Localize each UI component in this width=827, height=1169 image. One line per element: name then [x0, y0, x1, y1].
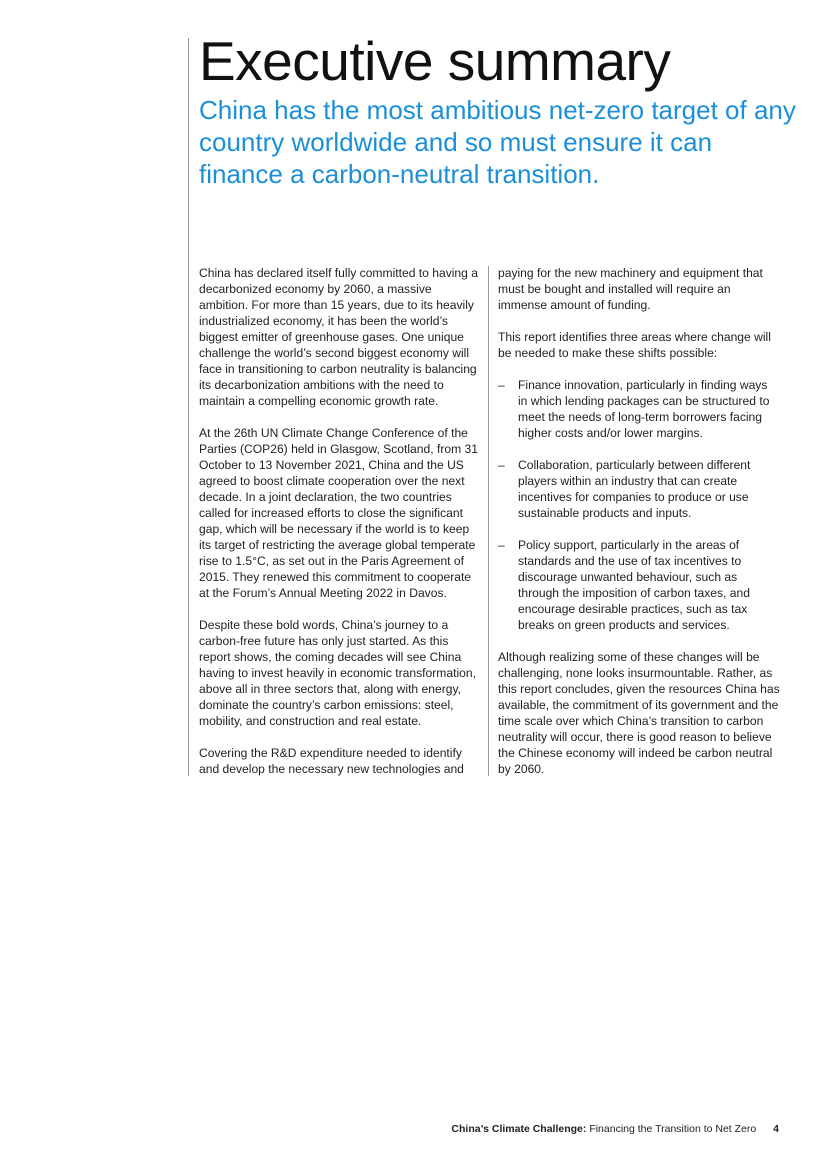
conclusion-paragraph: Although realizing some of these changes will be challenging, none looks insurmountable. Rather, as this report concludes, given the resources China has available, the commitment of its government and the time scale over which China’s transition to carbon neutrality will occur, there is good reason to believe the Chinese economy will indeed be carbon neutral by 2060. [498, 650, 780, 776]
list-item [498, 377, 780, 441]
dash-marker: – [498, 458, 505, 472]
footer-report-title: China’s Climate Challenge: [451, 1123, 587, 1135]
paragraph-continued: paying for the new machinery and equipment that must be bought and installed will require an immense amount of funding. [498, 266, 763, 312]
paragraph: China has declared itself fully committed to having a decarbonized economy by 2060, a massive ambition. For more than 15 years, due to its heavily industrialized economy, it has been the world’s biggest emitter of greenhouse gases. One unique challenge the world’s second biggest economy will face in transitioning to carbon neutrality is balancing its decarbonization ambitions with the need to maintain a compelling economic growth rate. [199, 266, 478, 408]
list-item [498, 537, 780, 633]
paragraph: Covering the R&D expenditure needed to identify and develop the necessary new technologies and [199, 746, 464, 776]
list-item-text: Collaboration, particularly between different players within an industry that can create incentives for companies to produce or use sustainable products and inputs. [518, 458, 751, 520]
list-item [498, 457, 780, 521]
column-divider-rule [488, 266, 489, 776]
dash-marker: – [498, 538, 505, 552]
text-column-right [498, 265, 780, 793]
area-list [498, 377, 780, 633]
paragraph: Despite these bold words, China’s journey to a carbon-free future has only just started. As this report shows, the coming decades will see China having to invest heavily in economic transformation, above all in three sectors that, along with energy, dominate the country’s carbon emissions: steel, mobility, and construction and real estate. [199, 618, 476, 728]
page-number: 4 [773, 1123, 779, 1135]
left-vertical-rule [188, 38, 189, 776]
page-title: Executive summary [199, 30, 671, 92]
page-subtitle: China has the most ambitious net-zero target of any country worldwide and so must ensure it can finance a carbon-neutral transition. [199, 95, 796, 189]
page-footer [451, 1122, 779, 1136]
text-column-left [199, 265, 481, 793]
list-item-text: Policy support, particularly in the areas of standards and the use of tax incentives to discourage unwanted behaviour, such as through the imposition of carbon taxes, and encourage desirable practices, such as tax breaks on green products and services. [518, 538, 750, 632]
dash-marker: – [498, 378, 505, 392]
list-intro: This report identifies three areas where change will be needed to make these shifts possible: [498, 330, 771, 360]
paragraph: At the 26th UN Climate Change Conference of the Parties (COP26) held in Glasgow, Scotland, from 31 October to 13 November 2021, China and the US agreed to boost climate cooperation over the next decade. In a joint declaration, the two countries called for increased efforts to close the significant gap, which will be necessary if the world is to keep its target of restricting the average global temperate rise to 1.5°C, as set out in the Paris Agreement of 2015. They renewed this commitment to cooperate at the Forum’s Annual Meeting 2022 in Davos. [199, 426, 478, 600]
footer-report-subtitle: Financing the Transition to Net Zero [589, 1123, 757, 1135]
list-item-text: Finance innovation, particularly in finding ways in which lending packages can be structured to meet the needs of long-term borrowers facing higher costs and/or lower margins. [518, 378, 770, 440]
